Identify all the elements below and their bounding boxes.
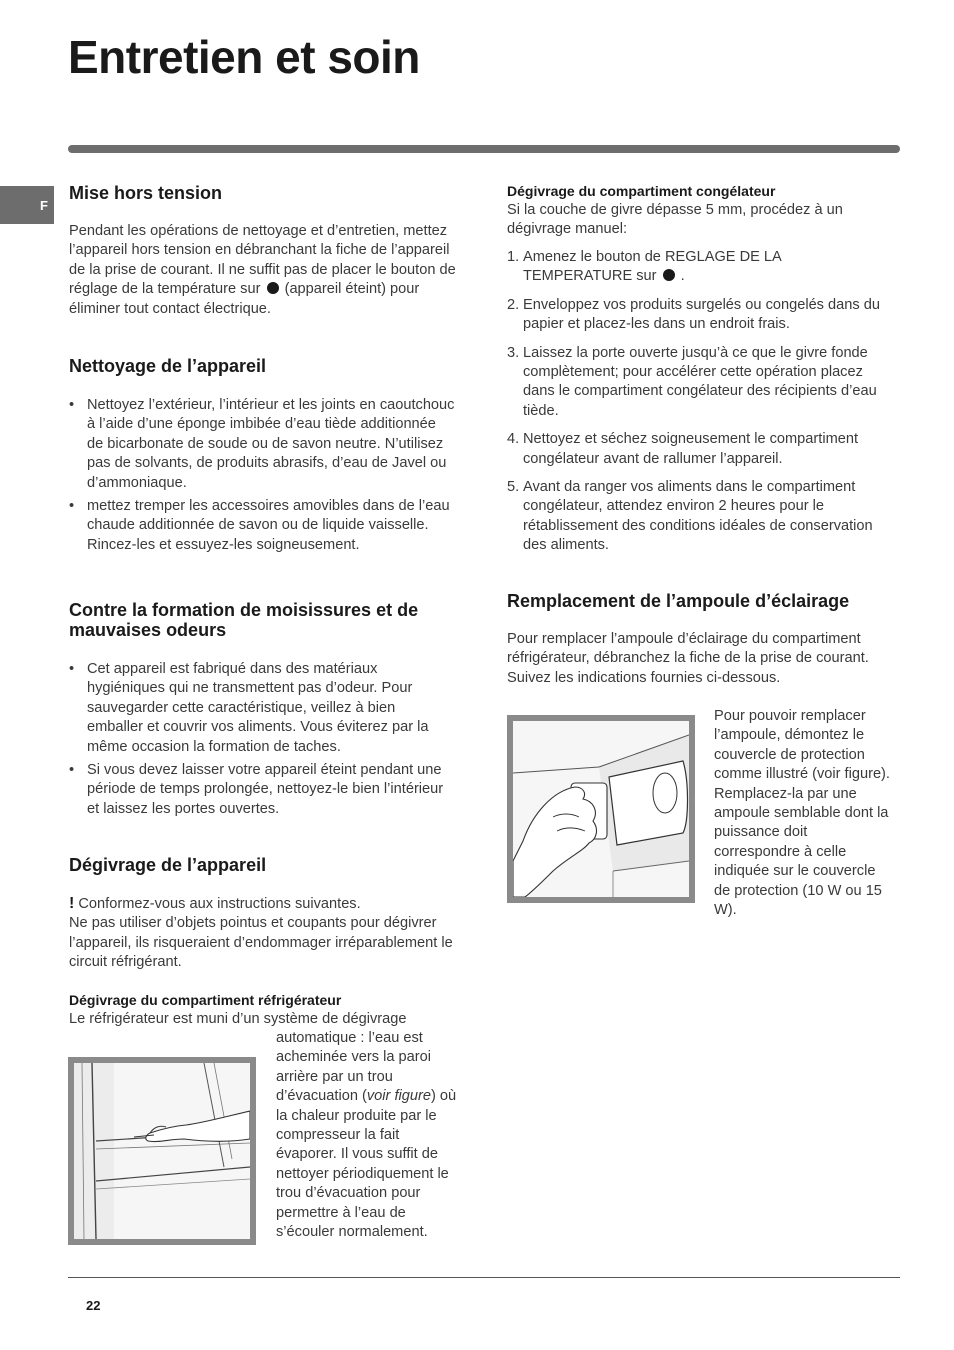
page-number: 22 [86,1298,101,1313]
subheading-congelateur: Dégivrage du compartiment congélateur [507,183,776,199]
lamp-cover-drawing [513,721,689,897]
off-position-icon [267,282,279,294]
paragraph-ampoule-side: Pour pouvoir remplacer l’ampoule, démontez le couvercle de protection comme illustré (voir figure). Remplacez-la par une ampoule semblable dont la puissance doit correspondre à celle indiquée sur le couvercle de protection (10 W ou 15 W). [714,708,890,919]
lamp-cover-illustration [513,721,689,897]
degivrage-warning: ! Conformez-vous aux instructions suivantes. Ne pas utiliser d’objets pointus et coupants pour dégivrer l’appareil, ils risqueraient d’endommager irréparablement le circuit réfrigérant. [69,895,453,971]
list-item: 4. Nettoyez et séchez soigneusement le compartiment congélateur avant de rallumer l’appareil. [507,431,859,467]
list-item: 5. Avant da ranger vos aliments dans le compartiment congélateur, attendez environ 2 heures pour le rétablissement des conditions idéales de conservation des aliments. [507,479,873,554]
heading-degivrage: Dégivrage de l’appareil [69,855,267,875]
off-position-icon [663,269,675,281]
paragraph-congelateur-intro: Si la couche de givre dépasse 5 mm, procédez à un dégivrage manuel: [507,202,843,238]
fridge-drain-drawing [74,1063,250,1239]
list-moisissures [69,660,455,823]
paragraph-mise-hors-tension: Pendant les opérations de nettoyage et d’entretien, mettez l’appareil hors tension en débranchant la fiche de l’appareil de la prise de courant. Il ne suffit pas de placer le bouton de réglage de la température sur (appareil éteint) pour éliminer tout contact électrique. [69,223,456,317]
paragraph-ampoule-intro: Pour remplacer l’ampoule d’éclairage du compartiment réfrigérateur, débranchez la fiche de la prise de courant. Suivez les indications fournies ci-dessous. [507,631,869,686]
title-divider [68,145,900,153]
language-tab: F [0,186,54,224]
fridge-drain-illustration [74,1063,250,1239]
heading-mise-hors-tension: Mise hors tension [69,183,223,203]
heading-moisissures: Contre la formation de moisissures et de mauvaises odeurs [69,600,419,640]
list-item: • Cet appareil est fabriqué dans des matériaux hygiéniques qui ne transmettent pas d’odeur. Pour sauvegarder cette caractéristique, veillez à bien emballer et couvrir vos aliments. Vous éviterez par la même occasion la formation de taches. [69,660,455,757]
page-title: Entretien et soin [68,31,420,83]
paragraph-refrigerateur-side: automatique : l’eau est acheminée vers la paroi arrière par un trou d’évacuation (voir figure) où la chaleur produite par le compresseur la fait évaporer. Il vous suffit de nettoyer périodiquement le trou d’évacuation pour permettre à l’eau de s’écouler normalement. [276,1030,457,1241]
list-item: • Si vous devez laisser votre appareil éteint pendant une période de temps prolongée, nettoyez-le bien l’intérieur et laissez les portes ouvertes. [69,761,455,819]
list-item: 3. Laissez la porte ouverte jusqu’à ce que le givre fonde complètement; pour accélérer cette opération placez dans le compartiment congélateur des récipients d’eau tiède. [507,344,877,419]
list-item: • Nettoyez l’extérieur, l’intérieur et les joints en caoutchouc à l’aide d’une éponge imbibée d’eau tiède additionnée de bicarbonate de soude ou de savon neutre. N’utilisez pas de solvants, de produits abrasifs, d’eau de Javel ou d’ammoniaque. [69,396,455,493]
fridge-drain-figure [68,1057,256,1245]
list-nettoyage [69,396,455,559]
list-congelateur-steps [507,248,893,565]
list-item: 1. Amenez le bouton de REGLAGE DE LA TEMPERATURE sur . [507,249,781,285]
warning-icon: ! [69,895,75,912]
list-item: • mettez tremper les accessoires amovibles dans de l’eau chaude additionnée de savon ou de liquide vaisselle. Rincez-les et essuyez-les soigneusement. [69,497,455,555]
subheading-refrigerateur: Dégivrage du compartiment réfrigérateur [69,992,342,1008]
paragraph-refrigerateur-intro: Le réfrigérateur est muni d’un système de dégivrage [69,1011,407,1027]
heading-nettoyage: Nettoyage de l’appareil [69,356,267,376]
list-item: 2. Enveloppez vos produits surgelés ou congelés dans du papier et placez-les dans un endroit frais. [507,296,880,333]
footer-divider [68,1277,900,1278]
heading-ampoule: Remplacement de l’ampoule d’éclairage [507,591,850,611]
lamp-cover-figure [507,715,695,903]
